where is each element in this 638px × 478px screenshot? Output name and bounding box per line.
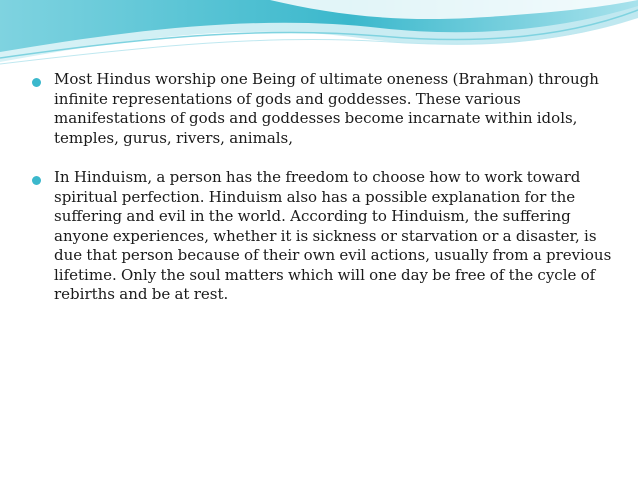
bullet-item	[28, 70, 612, 148]
bullet-item	[28, 168, 612, 305]
header-wave-decoration	[0, 0, 638, 80]
bullet-text: Most Hindus worship one Being of ultimate oneness (Brahman) through infinite representations of gods and goddesses. These various manifestations of gods and goddesses become incarnate within idols, temples, gurus, rivers, animals,	[54, 70, 599, 147]
bullet-dot-icon	[32, 176, 41, 185]
bullet-text: In Hinduism, a person has the freedom to choose how to work toward spiritual perfection. Hinduism also has a possible explanation for the suffering and evil in the world. According to Hinduism, the suffering anyone experiences, whether it is sickness or starvation or a disaster, is due that person because of their own evil actions, usually from a previous lifetime. Only the soul matters which will one day be free of the cycle of rebirths and be at rest.	[54, 168, 612, 303]
slide-content	[28, 70, 612, 325]
bullet-dot-icon	[32, 78, 41, 87]
